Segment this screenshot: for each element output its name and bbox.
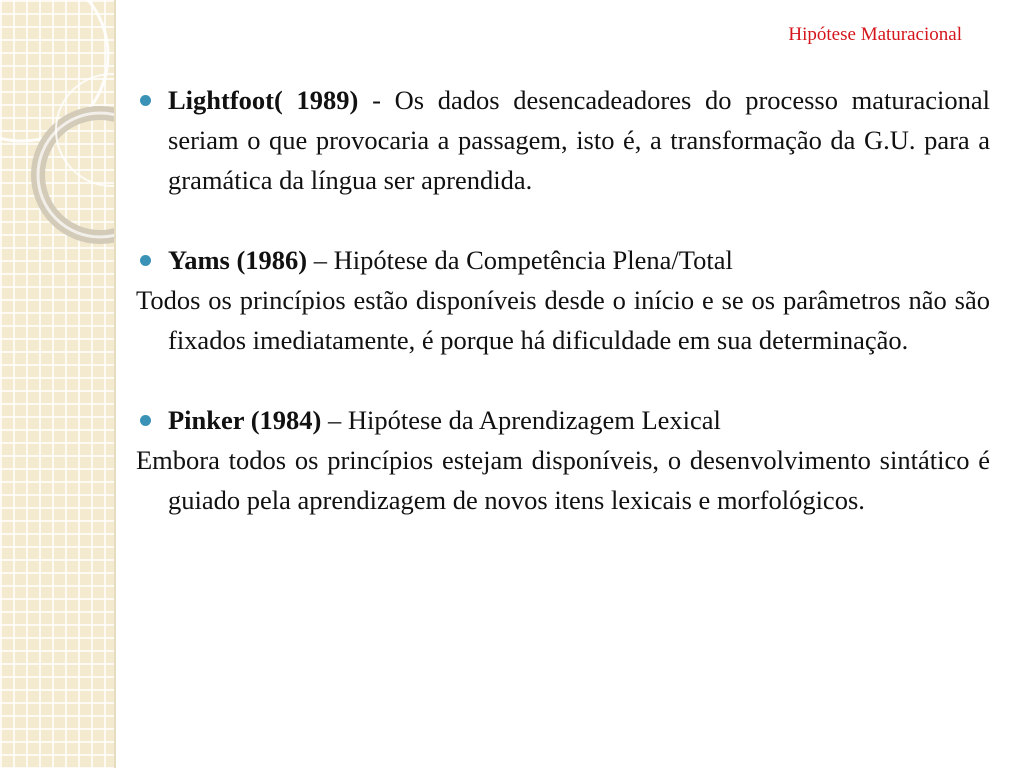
ring-arcs-icon: [0, 0, 114, 260]
bullet-item-lightfoot: [136, 80, 990, 200]
item-text-lightfoot: - Os dados desencadeadores do processo maturacional seriam o que provocaria a passagem, isto é, a transformação da G.U. para a gramática da língua ser aprendida.: [168, 85, 990, 195]
paragraph-pinker: Embora todos os princípios estejam disponíveis, o desenvolvimento sintático é guiado pela aprendizagem de novos itens lexicais e morfológicos.: [136, 445, 990, 515]
item-text-pinker: – Hipótese da Aprendizagem Lexical: [321, 405, 721, 435]
slide-body: [136, 80, 990, 520]
paragraph-yams: Todos os princípios estão disponíveis desde o início e se os parâmetros não são fixados imediatamente, é porque há dificuldade em sua determinação.: [136, 285, 990, 355]
author-pinker: Pinker (1984): [168, 405, 322, 435]
author-yams: Yams (1986): [168, 245, 308, 275]
bullet-icon: [140, 95, 151, 106]
bullet-icon: [140, 255, 151, 266]
slide-title: Hipótese Maturacional: [788, 24, 962, 45]
spacer: [136, 200, 990, 240]
bullet-icon: [140, 415, 151, 426]
decorative-sidebar: [0, 0, 116, 768]
bullet-item-pinker: [136, 400, 990, 440]
item-text-yams: – Hipótese da Competência Plena/Total: [307, 245, 733, 275]
bullet-item-yams: [136, 240, 990, 280]
spacer: [136, 360, 990, 400]
author-lightfoot: Lightfoot( 1989): [168, 85, 359, 115]
